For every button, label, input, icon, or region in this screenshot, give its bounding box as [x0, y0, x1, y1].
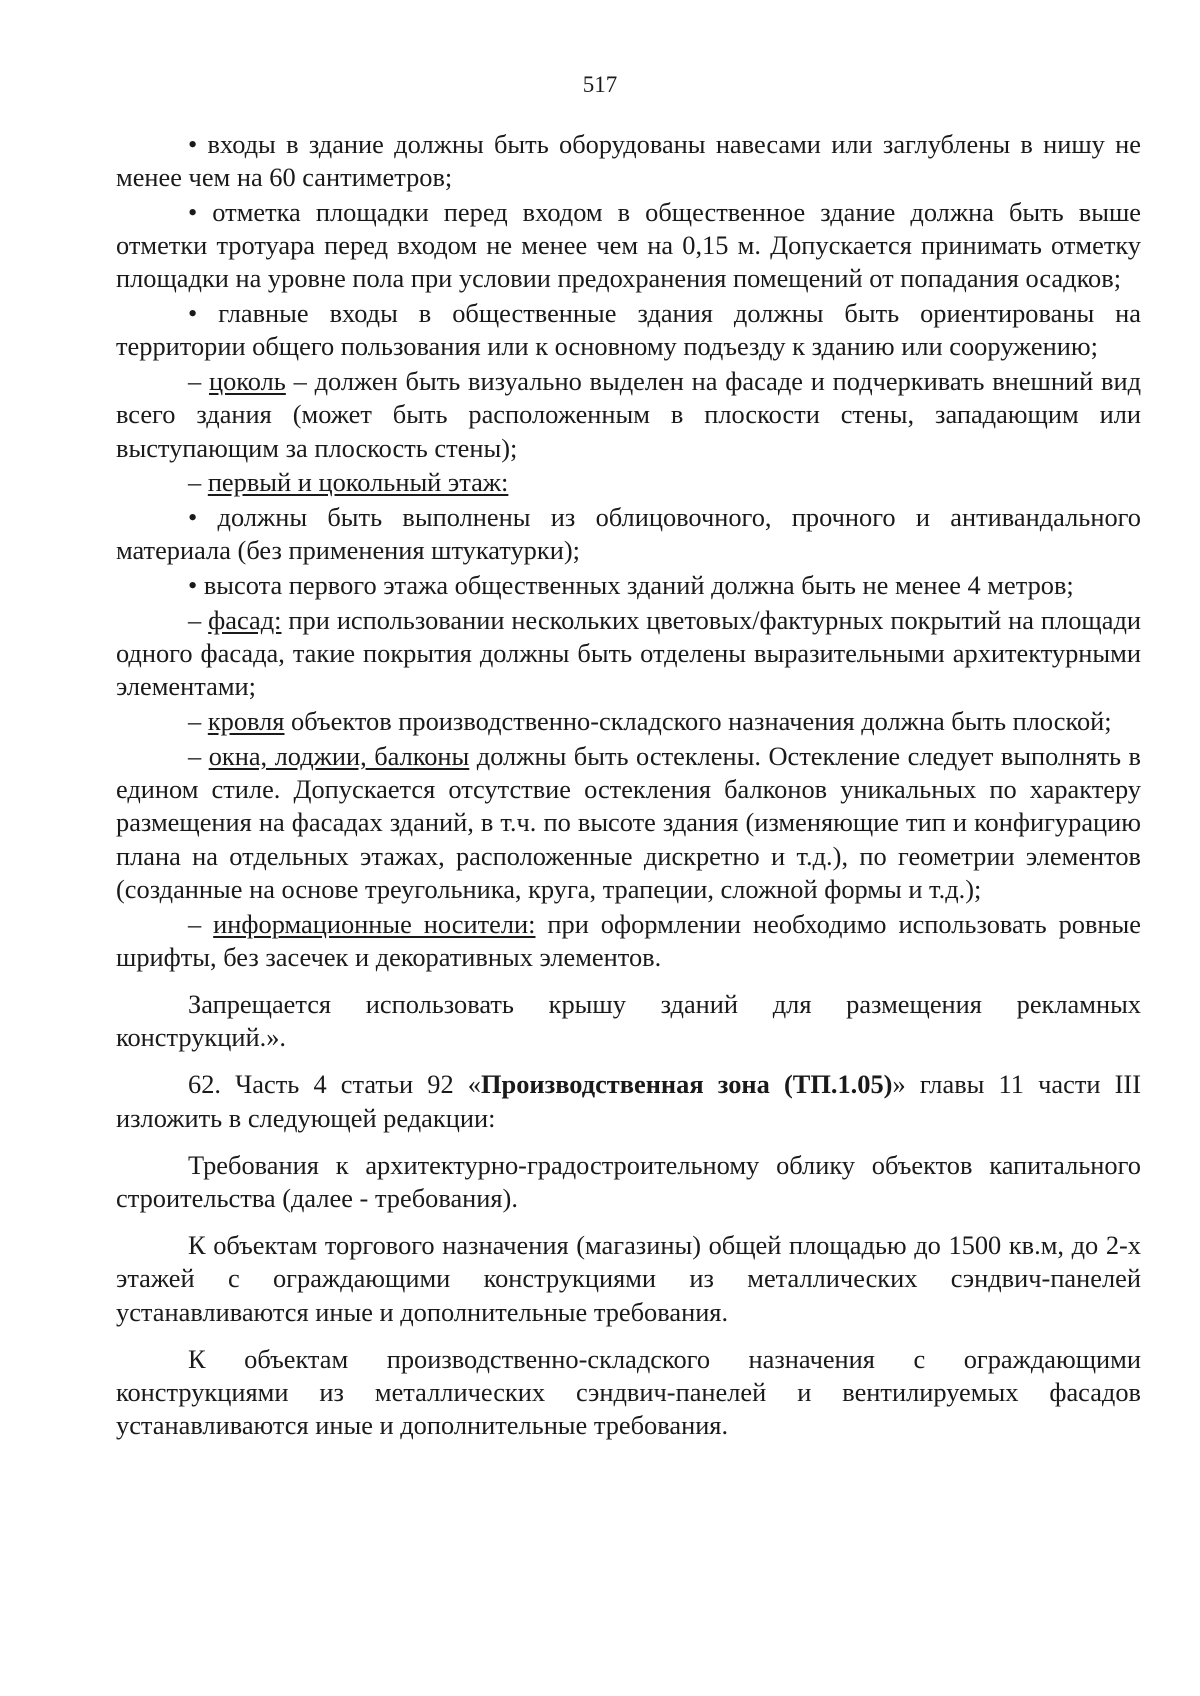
- dash-marker: –: [188, 605, 202, 635]
- paragraph-text: отметка площадки перед входом в общественное здание должна быть выше отметки тротуара перед входом не менее чем на 0,15 м. Допускается принимать отметку площадки на уровне пола при условии предохранения помещений от попадания осадков;: [116, 197, 1141, 294]
- paragraph-text: при использовании нескольких цветовых/фактурных покрытий на площади одного фасада, такие покрытия должны быть отделены выразительными архитектурными элементами;: [116, 605, 1141, 702]
- underlined-term: информационные носители:: [213, 908, 536, 939]
- dash-marker: –: [188, 706, 202, 737]
- paragraph-text: [201, 467, 208, 497]
- paragraph-text: – должен быть визуально выделен на фасаде и подчеркивать внешний вид всего здания (может быть расположенным в плоскости стены, западающим или выступающим за плоскость стены);: [116, 366, 1141, 463]
- paragraph: [116, 466, 1141, 499]
- paragraph: [116, 908, 1141, 974]
- paragraph-text: входы в здание должны быть оборудованы навесами или заглублены в нишу не менее чем на 60 сантиметров;: [116, 129, 1141, 193]
- paragraph-text: [201, 909, 213, 939]
- paragraph: [116, 1229, 1141, 1329]
- paragraph-text: при оформлении необходимо использовать ровные шрифты, без засечек и декоративных элементов.: [116, 908, 1141, 972]
- paragraph: [116, 569, 1141, 602]
- paragraph-text: [201, 706, 208, 736]
- document-body: [116, 128, 1141, 1442]
- paragraph-text: главные входы в общественные здания должны быть ориентированы на территории общего пользования или к основному подъезду к зданию или сооружению;: [116, 298, 1141, 362]
- underlined-term: окна, лоджии, балконы: [208, 741, 470, 771]
- underlined-term: кровля: [207, 706, 285, 737]
- paragraph-text: высота первого этажа общественных зданий должна быть не менее 4 метров;: [197, 570, 1074, 601]
- paragraph-text: [201, 366, 209, 396]
- paragraph-text: К объектам производственно-складского назначения с ограждающими конструкциями из металлических сэндвич-панелей и вентилируемых фасадов устанавливаются иные и дополнительные требования.: [116, 1343, 1141, 1441]
- bold-title: Производственная зона (ТП.1.05): [481, 1069, 893, 1100]
- paragraph: [116, 705, 1141, 738]
- underlined-term: цоколь: [208, 366, 286, 397]
- paragraph: [116, 196, 1141, 296]
- paragraph-text: объектов производственно-складского назначения должна быть плоской;: [284, 706, 1112, 737]
- paragraph: [116, 128, 1141, 194]
- dash-marker: –: [188, 908, 202, 939]
- paragraph: [116, 365, 1141, 465]
- dash-marker: –: [188, 741, 202, 771]
- paragraph: [116, 604, 1141, 704]
- paragraph-text: Запрещается использовать крышу зданий для размещения рекламных конструкций.».: [116, 989, 1141, 1053]
- paragraph-text: К объектам торгового назначения (магазины) общей площадью до 1500 кв.м, до 2-х этажей с ограждающими конструкциями из металлических сэндвич-панелей устанавливаются иные и дополнительные требования.: [116, 1230, 1141, 1327]
- paragraph: [116, 1068, 1141, 1134]
- bullet-icon: •: [188, 570, 198, 601]
- paragraph: [116, 501, 1141, 567]
- bullet-icon: •: [188, 197, 198, 227]
- paragraph-text: 62. Часть 4 статьи 92 «: [188, 1069, 482, 1100]
- paragraph-text: » главы 11 части III изложить в следующей редакции:: [116, 1069, 1141, 1133]
- page-number: 517: [582, 72, 618, 97]
- dash-marker: –: [188, 366, 202, 397]
- bullet-icon: •: [188, 298, 198, 329]
- paragraph-text: Требования к архитектурно-градостроительному облику объектов капитального строительства (далее - требования).: [116, 1149, 1141, 1214]
- bullet-icon: •: [188, 129, 198, 159]
- underlined-term: первый и цокольный этаж:: [207, 467, 509, 498]
- dash-marker: –: [188, 467, 202, 498]
- paragraph: [116, 988, 1141, 1054]
- underlined-term: фасад:: [208, 605, 282, 635]
- bullet-icon: •: [188, 502, 198, 533]
- paragraph: [116, 740, 1141, 906]
- paragraph: [116, 1343, 1141, 1443]
- paragraph: [116, 1149, 1141, 1215]
- paragraph: [116, 297, 1141, 363]
- paragraph-text: [201, 741, 208, 771]
- paragraph-text: должны быть выполнены из облицовочного, прочного и антивандального материала (без применения штукатурки);: [116, 502, 1141, 566]
- paragraph-text: должны быть остеклены. Остекление следует выполнять в едином стиле. Допускается отсутствие остекления балконов уникальных по характеру размещения на фасадах зданий, в т.ч. по высоте здания (изменяющие тип и конфигурацию плана на отдельных этажах, расположенные дискретно и т.д.), по геометрии элементов (созданные на основе треугольника, круга, трапеции, сложной формы и т.д.);: [116, 741, 1141, 904]
